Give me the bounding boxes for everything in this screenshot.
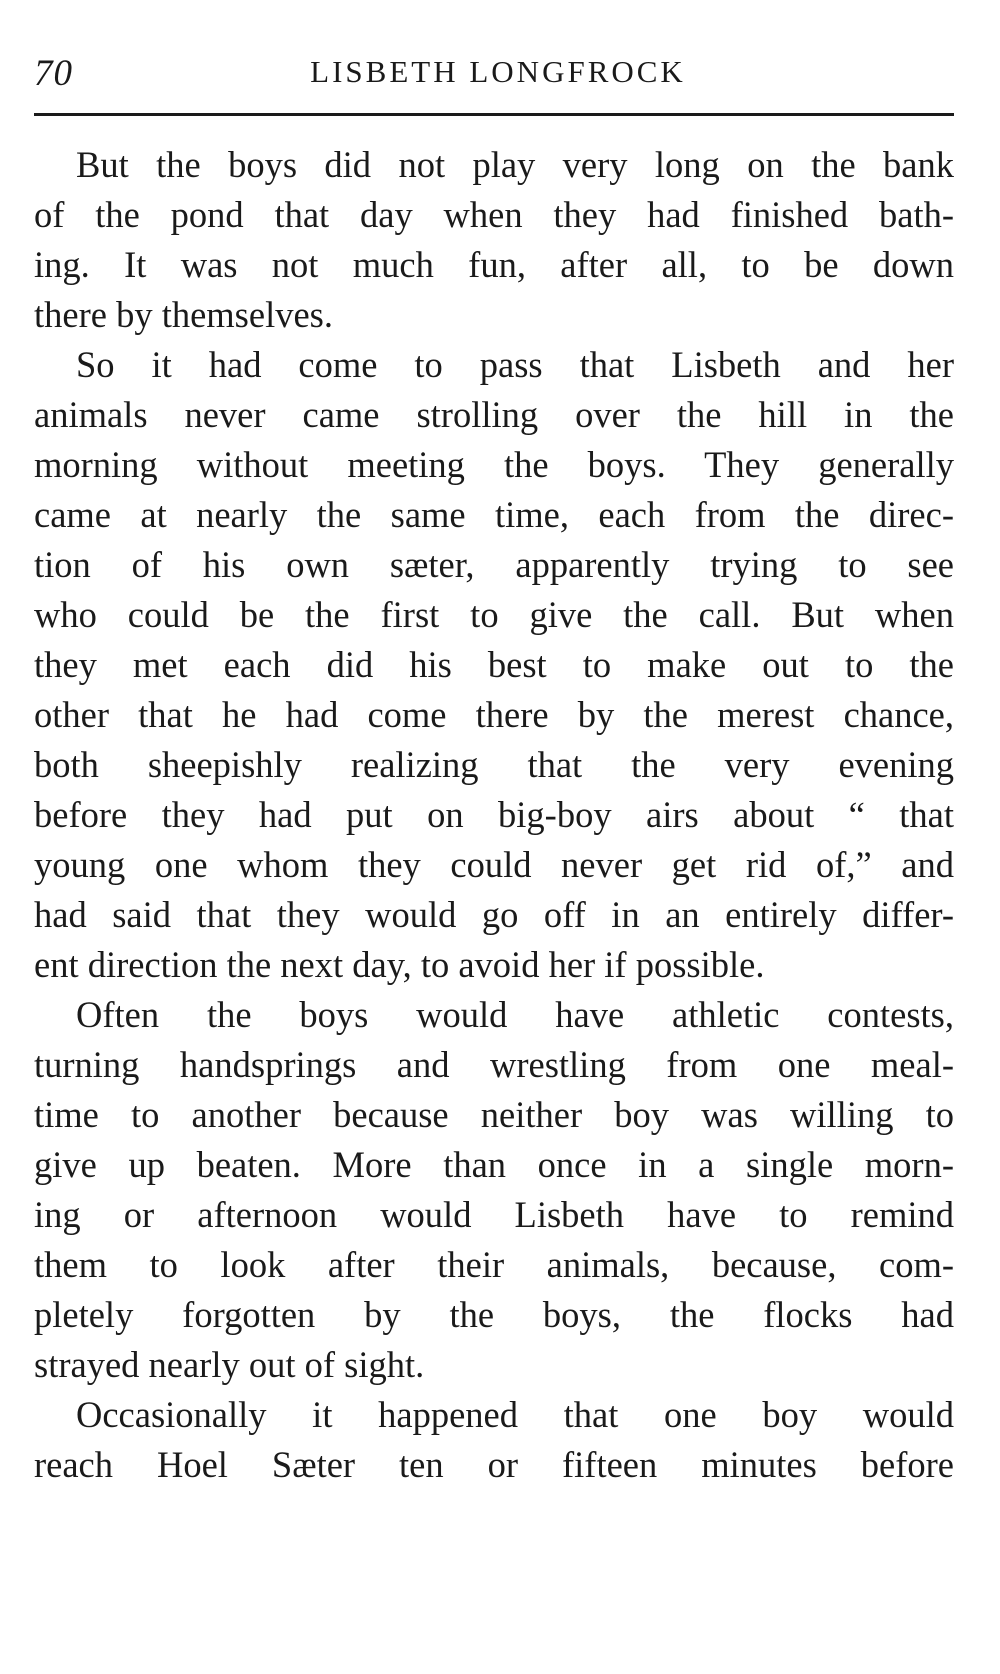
running-title: LISBETH LONGFROCK <box>310 54 686 89</box>
text-line: ent direction the next day, to avoid her if possible. <box>34 944 765 985</box>
text-line: of the pond that day when they had finished bath- <box>34 194 954 235</box>
text-line: who could be the first to give the call. But when <box>34 594 954 635</box>
text-line: So it had come to pass that Lisbeth and her <box>76 344 954 385</box>
text-line: had said that they would go off in an entirely differ- <box>34 894 954 935</box>
text-line: came at nearly the same time, each from the direc- <box>34 494 954 535</box>
text-line: But the boys did not play very long on the bank <box>76 144 954 185</box>
text-line: young one whom they could never get rid of,” and <box>34 844 954 885</box>
text-line: time to another because neither boy was willing to <box>34 1094 954 1135</box>
text-line: them to look after their animals, because, com- <box>34 1244 954 1285</box>
text-line: before they had put on big-boy airs about “ that <box>34 794 954 835</box>
text-line: other that he had come there by the merest chance, <box>34 694 954 735</box>
text-line: strayed nearly out of sight. <box>34 1344 425 1385</box>
text-line: reach Hoel Sæter ten or fifteen minutes before <box>34 1444 954 1485</box>
header-rule <box>34 113 954 116</box>
text-line: ing. It was not much fun, after all, to be down <box>34 244 954 285</box>
text-line: animals never came strolling over the hill in the <box>34 394 954 435</box>
text-line: Occasionally it happened that one boy would <box>76 1394 954 1435</box>
text-line: there by themselves. <box>34 294 334 335</box>
text-line: give up beaten. More than once in a single morn- <box>34 1144 954 1185</box>
text-line: Often the boys would have athletic contests, <box>76 994 954 1035</box>
text-line: ing or afternoon would Lisbeth have to remind <box>34 1194 954 1235</box>
body-text <box>34 140 954 1490</box>
text-line: they met each did his best to make out to the <box>34 644 954 685</box>
page-number: 70 <box>34 53 73 94</box>
text-line: pletely forgotten by the boys, the flocks had <box>34 1294 954 1335</box>
text-line: both sheepishly realizing that the very evening <box>34 744 954 785</box>
paragraph <box>34 1390 954 1490</box>
paragraph <box>34 990 954 1390</box>
text-line: morning without meeting the boys. They generally <box>34 444 954 485</box>
text-line: tion of his own sæter, apparently trying to see <box>34 544 954 585</box>
running-head <box>34 52 954 96</box>
paragraph <box>34 340 954 990</box>
text-line: turning handsprings and wrestling from one meal- <box>34 1044 954 1085</box>
paragraph <box>34 140 954 340</box>
